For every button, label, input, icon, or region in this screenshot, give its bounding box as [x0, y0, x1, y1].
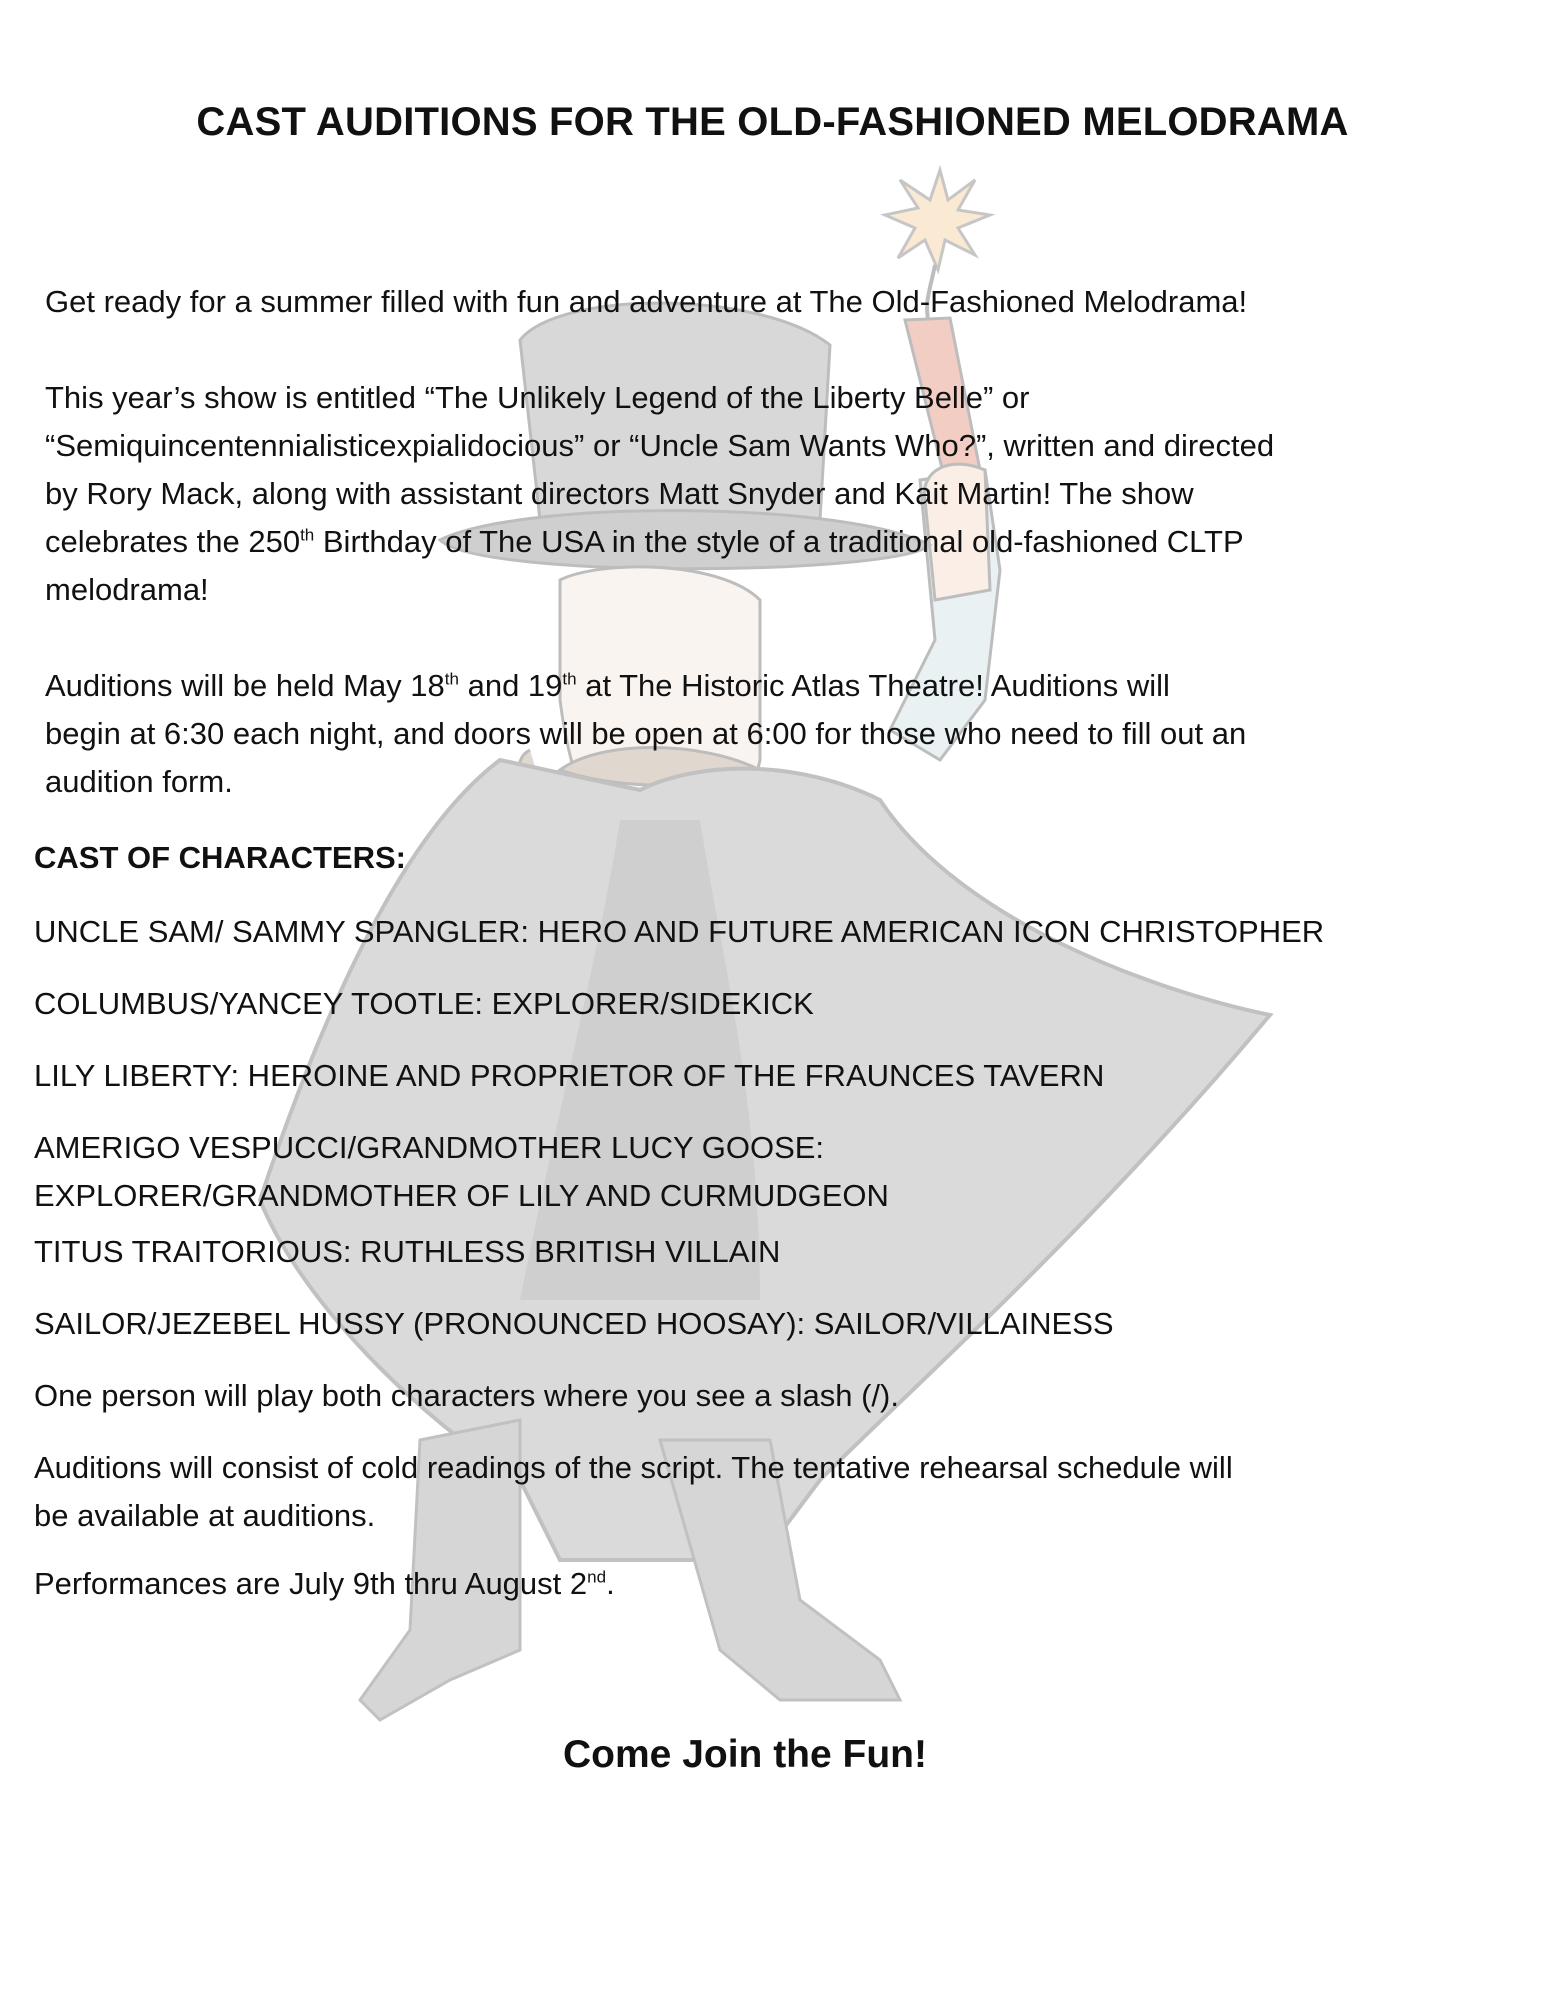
- auditions-note-line-2: be available at auditions.: [34, 1498, 376, 1533]
- show-line-4-end: Birthday of The USA in the style of a traditional old-fashioned CLTP: [314, 524, 1244, 559]
- auditions-line-1-a: Auditions will be held May 18: [45, 668, 445, 703]
- cast-item: EXPLORER/GRANDMOTHER OF LILY AND CURMUDGEON: [34, 1178, 889, 1213]
- call-to-action: Come Join the Fun!: [563, 1733, 927, 1776]
- show-line-3: by Rory Mack, along with assistant directors Matt Snyder and Kait Martin! The show: [45, 476, 1194, 511]
- auditions-note-line-1: Auditions will consist of cold readings of the script. The tentative rehearsal schedule will: [34, 1450, 1233, 1485]
- auditions-note: [34, 1444, 1233, 1540]
- auditions-line-3: audition form.: [45, 764, 233, 799]
- performances-end: .: [606, 1566, 615, 1601]
- cast-item: COLUMBUS/YANCEY TOOTLE: EXPLORER/SIDEKICK: [34, 986, 814, 1021]
- ordinal-suffix: nd: [587, 1567, 607, 1587]
- intro-line: Get ready for a summer filled with fun and adventure at The Old-Fashioned Melodrama!: [45, 284, 1248, 319]
- ordinal-suffix: th: [300, 525, 315, 545]
- performances-text: Performances are July 9th thru August 2: [34, 1566, 588, 1601]
- ordinal-suffix: th: [562, 669, 577, 689]
- performances-note: [34, 1560, 615, 1608]
- cast-item: TITUS TRAITORIOUS: RUTHLESS BRITISH VILLAIN: [34, 1234, 781, 1269]
- auditions-line-1-b: and 19: [458, 668, 563, 703]
- show-line-1: This year’s show is entitled “The Unlikely Legend of the Liberty Belle” or: [45, 380, 1030, 415]
- cast-item: LILY LIBERTY: HEROINE AND PROPRIETOR OF THE FRAUNCES TAVERN: [34, 1058, 1105, 1093]
- show-line-4: [45, 518, 1505, 566]
- show-line-5: melodrama!: [45, 572, 209, 607]
- cast-item: UNCLE SAM/ SAMMY SPANGLER: HERO AND FUTURE AMERICAN ICON CHRISTOPHER: [34, 914, 1325, 949]
- intro-paragraph: [45, 278, 1505, 326]
- show-line-2: “Semiquincentennialisticexpialidocious” or “Uncle Sam Wants Who?”, written and directed: [45, 428, 1275, 463]
- auditions-line-1: [45, 662, 1505, 710]
- show-line-4-start: celebrates the 250: [45, 524, 301, 559]
- page-title: CAST AUDITIONS FOR THE OLD-FASHIONED MELODRAMA: [196, 100, 1349, 144]
- ordinal-suffix: th: [444, 669, 459, 689]
- cast-item: AMERIGO VESPUCCI/GRANDMOTHER LUCY GOOSE:: [34, 1130, 825, 1165]
- auditions-paragraph: [45, 662, 1505, 806]
- show-paragraph: [45, 374, 1505, 614]
- auditions-line-2: begin at 6:30 each night, and doors will be open at 6:00 for those who need to fill out an: [45, 716, 1247, 751]
- slash-note: One person will play both characters where you see a slash (/).: [34, 1378, 899, 1413]
- auditions-line-1-c: at The Historic Atlas Theatre! Auditions will: [576, 668, 1170, 703]
- cast-heading: CAST OF CHARACTERS:: [34, 840, 406, 875]
- cast-item: SAILOR/JEZEBEL HUSSY (PRONOUNCED HOOSAY): SAILOR/VILLAINESS: [34, 1306, 1114, 1341]
